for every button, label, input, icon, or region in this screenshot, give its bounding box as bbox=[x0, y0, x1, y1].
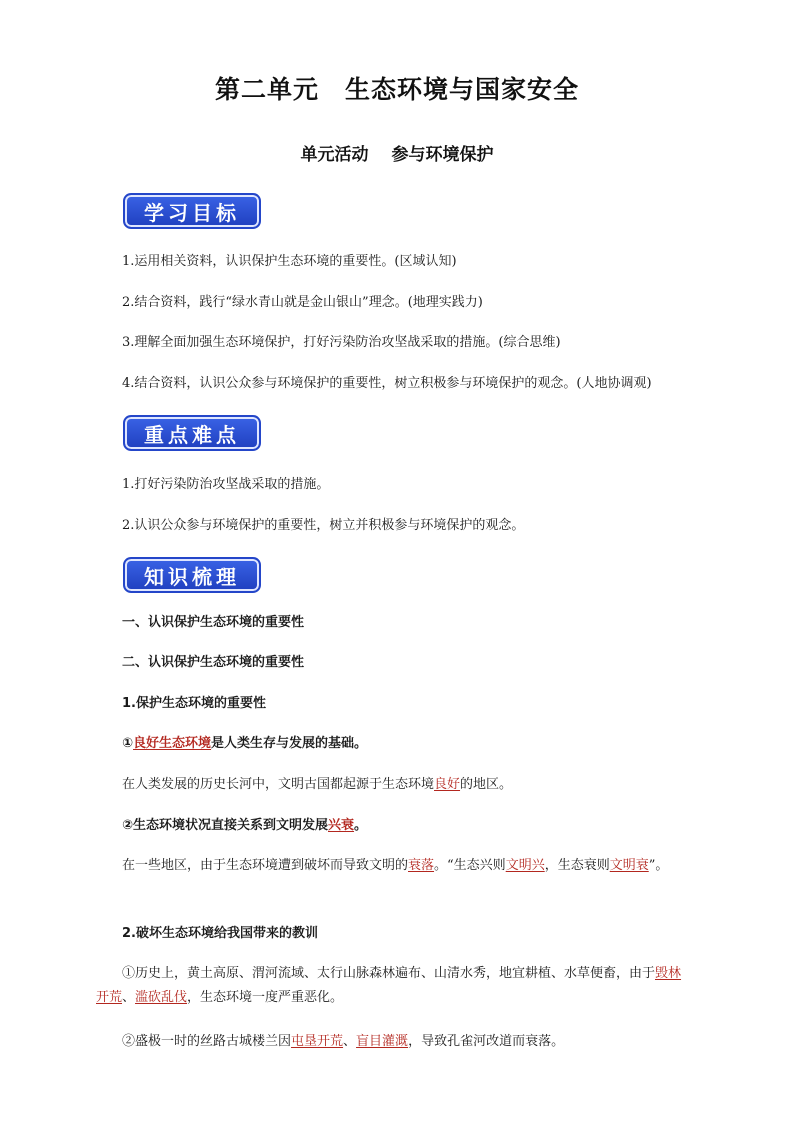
answer-blank: 文明衰 bbox=[609, 858, 649, 873]
key-point-item: 2.认识公众参与环境保护的重要性，树立并积极参与环境保护的观念。 bbox=[122, 518, 525, 533]
answer-blank: 良好 bbox=[434, 777, 461, 792]
answer-blank: 屯垦开荒 bbox=[291, 1034, 344, 1049]
page-subtitle: 单元活动 参与环境保护 bbox=[300, 145, 494, 165]
answer-blank: 良好生态环境 bbox=[133, 736, 212, 751]
knowledge-text: ②盛极一时的丝路古城楼兰因屯垦开荒、盲目灌溉，导致孔雀河改道而衰落。 bbox=[122, 1034, 565, 1049]
objective-item: 1.运用相关资料，认识保护生态环境的重要性。(区域认知) bbox=[122, 254, 457, 269]
answer-blank: 盲目灌溉 bbox=[356, 1034, 409, 1049]
subsection-heading: 1.保护生态环境的重要性 bbox=[122, 696, 266, 711]
badge-objectives: 学习目标 bbox=[123, 193, 261, 229]
badge-key-points: 重点难点 bbox=[123, 415, 261, 451]
answer-blank: 兴衰 bbox=[328, 818, 355, 833]
answer-blank: 毁林开荒 bbox=[96, 966, 682, 1005]
page-title: 第二单元 生态环境与国家安全 bbox=[214, 75, 579, 104]
knowledge-text: 在人类发展的历史长河中，文明古国都起源于生态环境良好的地区。 bbox=[122, 777, 513, 792]
objective-item: 3.理解全面加强生态环境保护，打好污染防治攻坚战采取的措施。(综合思维) bbox=[122, 335, 561, 350]
knowledge-point: ②生态环境状况直接关系到文明发展兴衰。 bbox=[122, 818, 368, 833]
objective-item: 2.结合资料，践行“绿水青山就是金山银山”理念。(地理实践力) bbox=[122, 295, 483, 310]
knowledge-text: 在一些地区，由于生态环境遭到破坏而导致文明的衰落。“生态兴则文明兴，生态衰则文明衰”。 bbox=[122, 858, 669, 873]
knowledge-point: ①良好生态环境是人类生存与发展的基础。 bbox=[122, 736, 368, 751]
key-point-item: 1.打好污染防治攻坚战采取的措施。 bbox=[122, 477, 330, 492]
badge-knowledge: 知识梳理 bbox=[123, 557, 261, 593]
answer-blank: 文明兴 bbox=[505, 858, 545, 873]
section-heading: 二、认识保护生态环境的重要性 bbox=[122, 655, 305, 670]
answer-blank: 衰落 bbox=[408, 858, 435, 873]
section-heading: 一、认识保护生态环境的重要性 bbox=[122, 615, 305, 630]
knowledge-text: ①历史上，黄土高原、渭河流域、太行山脉森林遍布、山清水秀，地宜耕植、水草便畜，由于毁林开荒、滥砍乱伐，生态环境一度严重恶化。 bbox=[96, 966, 682, 1005]
objective-item: 4.结合资料，认识公众参与环境保护的重要性，树立积极参与环境保护的观念。(人地协调观) bbox=[122, 376, 652, 391]
subsection-heading: 2.破坏生态环境给我国带来的教训 bbox=[122, 926, 318, 941]
answer-blank: 滥砍乱伐 bbox=[135, 990, 188, 1005]
